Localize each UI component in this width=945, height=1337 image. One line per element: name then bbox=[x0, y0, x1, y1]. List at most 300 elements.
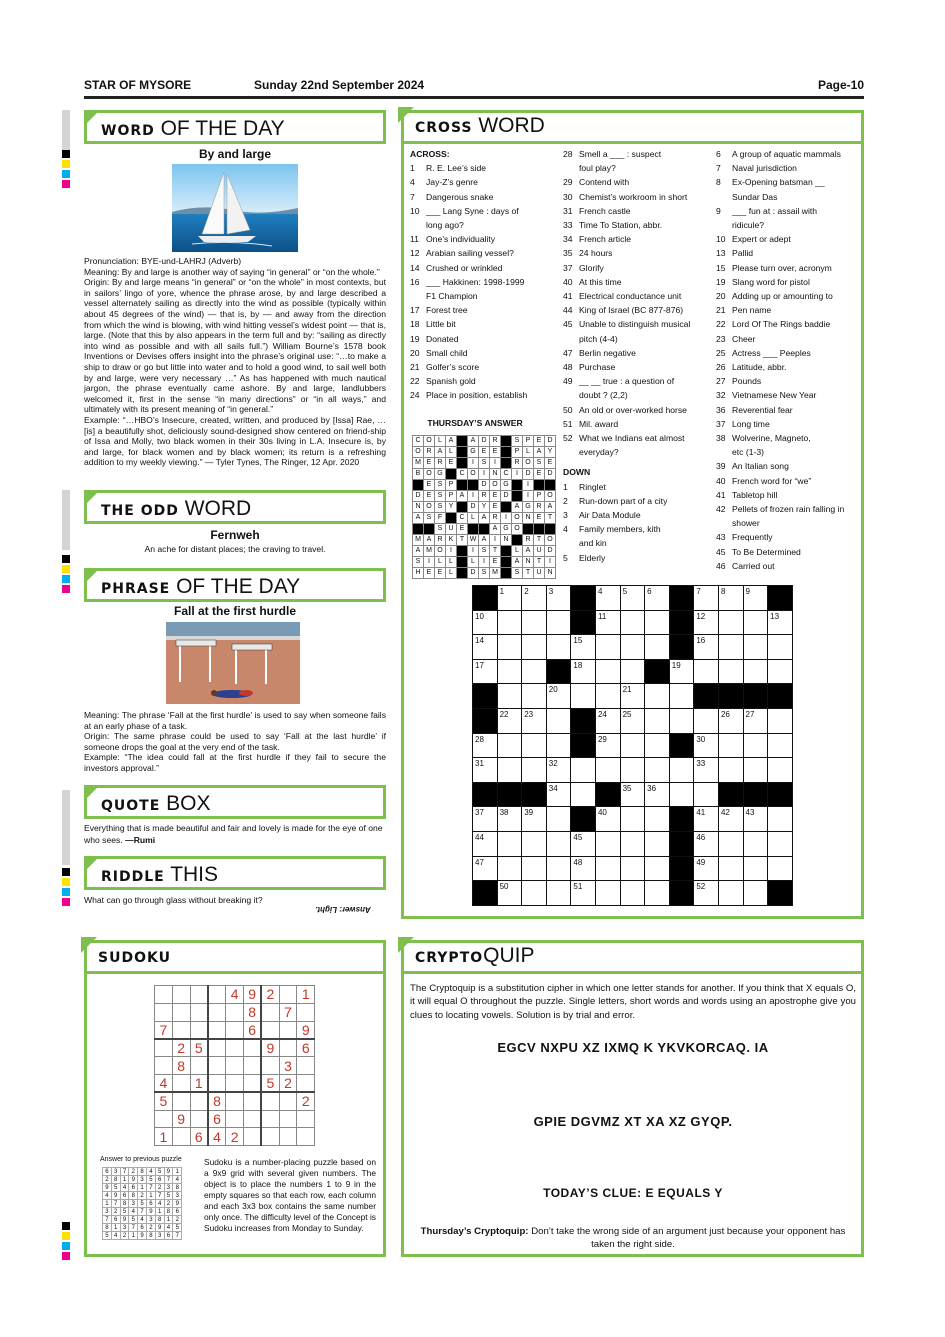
odd-word-title bbox=[84, 490, 386, 524]
sudoku-cell[interactable] bbox=[279, 1110, 297, 1128]
crossword-cell[interactable] bbox=[595, 831, 620, 856]
crossword-cell[interactable]: 48 bbox=[571, 856, 596, 881]
clue-text: An old or over-worked horse bbox=[579, 404, 687, 415]
sudoku-answer-cell: 9 bbox=[138, 1232, 147, 1240]
crossword-cell[interactable] bbox=[620, 881, 645, 906]
phrase-origin: Origin: The same phrase could be used to say ‘Fall at the last hurdle’ if someone drops the goal at the very end of the task. bbox=[84, 731, 386, 752]
crossword-cell[interactable]: 41 bbox=[694, 807, 719, 832]
sudoku-cell[interactable] bbox=[297, 1074, 315, 1092]
sudoku-answer-cell: 6 bbox=[103, 1168, 112, 1176]
crossword-cell[interactable] bbox=[645, 758, 670, 783]
black-square bbox=[571, 807, 596, 832]
crossword-cell[interactable] bbox=[546, 856, 571, 881]
crossword-cell[interactable] bbox=[768, 807, 793, 832]
sudoku-cell[interactable] bbox=[190, 1057, 208, 1075]
crossword-cell[interactable]: 44 bbox=[473, 831, 498, 856]
crossword-cell[interactable]: 38 bbox=[497, 807, 522, 832]
crossword-cell[interactable] bbox=[620, 733, 645, 758]
answer-cell: R bbox=[490, 513, 501, 524]
registration-mark bbox=[62, 565, 70, 573]
title-big: WORD bbox=[184, 497, 252, 520]
crossword-cell[interactable]: 13 bbox=[768, 610, 793, 635]
black-square bbox=[501, 546, 512, 557]
crossword-cell[interactable]: 10 bbox=[473, 610, 498, 635]
sudoku-cell[interactable] bbox=[172, 1074, 190, 1092]
sudoku-cell[interactable] bbox=[155, 986, 173, 1004]
crossword-cell[interactable] bbox=[497, 831, 522, 856]
answer-cell: O bbox=[468, 469, 479, 480]
clue-item bbox=[716, 147, 858, 161]
answer-cell: I bbox=[446, 546, 457, 557]
clue-number: 21 bbox=[410, 362, 420, 373]
sudoku-cell[interactable] bbox=[155, 1110, 173, 1128]
clue-number: 42 bbox=[716, 504, 726, 515]
clue-item bbox=[716, 545, 858, 559]
crossword-cell[interactable]: 36 bbox=[645, 782, 670, 807]
crossword-cell[interactable]: 19 bbox=[669, 659, 694, 684]
crossword-cell[interactable] bbox=[718, 733, 743, 758]
clue-item bbox=[563, 232, 713, 246]
sudoku-cell[interactable] bbox=[261, 1021, 279, 1039]
black-square bbox=[479, 524, 490, 535]
crossword-cell[interactable] bbox=[768, 708, 793, 733]
clue-text: Unable to distinguish musical bbox=[579, 319, 691, 330]
crossword-cell[interactable] bbox=[768, 659, 793, 684]
crossword-cell[interactable] bbox=[571, 684, 596, 709]
sudoku-cell[interactable] bbox=[261, 1092, 279, 1110]
crossword-cell[interactable]: 2 bbox=[522, 586, 547, 611]
crossword-cell[interactable] bbox=[522, 758, 547, 783]
crossword-cell[interactable] bbox=[645, 684, 670, 709]
clue-item bbox=[563, 417, 713, 431]
clue-text: Air Data Module bbox=[579, 510, 641, 521]
black-square bbox=[501, 557, 512, 568]
sudoku-cell[interactable] bbox=[208, 1003, 226, 1021]
sudoku-cell[interactable] bbox=[243, 1092, 261, 1110]
sudoku-grid bbox=[154, 985, 315, 1146]
sudoku-cell[interactable] bbox=[279, 986, 297, 1004]
crossword-cell[interactable] bbox=[620, 635, 645, 660]
answer-cell: E bbox=[534, 469, 545, 480]
clue-text: Family members, kith bbox=[579, 524, 661, 535]
title-big: BOX bbox=[166, 792, 211, 815]
sudoku-cell[interactable] bbox=[243, 1057, 261, 1075]
clue-text: Vietnamese New Year bbox=[732, 390, 817, 401]
clue-text: Smell a ___ : suspect bbox=[579, 149, 662, 159]
clue-number: 10 bbox=[716, 234, 726, 245]
answer-cell: S bbox=[512, 436, 523, 447]
crossword-cell[interactable] bbox=[718, 758, 743, 783]
crossword-cell[interactable] bbox=[497, 758, 522, 783]
answer-cell: N bbox=[413, 502, 424, 513]
crossword-cell[interactable]: 23 bbox=[522, 708, 547, 733]
clue-item bbox=[410, 317, 560, 331]
clue-text: Naval jurisdiction bbox=[732, 163, 797, 174]
sudoku-cell[interactable] bbox=[208, 1021, 226, 1039]
crossword-cell[interactable] bbox=[571, 758, 596, 783]
crossword-cell[interactable] bbox=[645, 733, 670, 758]
clue-item bbox=[563, 374, 713, 388]
sudoku-cell[interactable] bbox=[155, 1057, 173, 1075]
crossword-cell[interactable]: 45 bbox=[571, 831, 596, 856]
sudoku-cell[interactable] bbox=[226, 1039, 244, 1057]
crossword-cell[interactable] bbox=[595, 881, 620, 906]
clue-text: 24 hours bbox=[579, 248, 613, 259]
crossword-cell[interactable] bbox=[718, 881, 743, 906]
sudoku-cell[interactable] bbox=[297, 1128, 315, 1146]
sudoku-cell[interactable] bbox=[279, 1021, 297, 1039]
crossword-cell[interactable]: 14 bbox=[473, 635, 498, 660]
answer-cell: I bbox=[523, 491, 534, 502]
crossword-cell[interactable] bbox=[497, 635, 522, 660]
crossword-cell[interactable] bbox=[718, 856, 743, 881]
sudoku-cell[interactable] bbox=[279, 1039, 297, 1057]
crossword-cell[interactable] bbox=[595, 758, 620, 783]
sudoku-cell[interactable] bbox=[243, 1074, 261, 1092]
crossword-cell[interactable] bbox=[718, 610, 743, 635]
crossword-cell[interactable] bbox=[620, 831, 645, 856]
crossword-cell[interactable]: 8 bbox=[718, 586, 743, 611]
clue-text: Pallid bbox=[732, 248, 754, 259]
sudoku-cell[interactable] bbox=[226, 1092, 244, 1110]
sudoku-cell[interactable] bbox=[279, 1128, 297, 1146]
clue-item bbox=[410, 175, 560, 189]
crossword-cell[interactable] bbox=[768, 733, 793, 758]
title-small: QUOTE bbox=[101, 798, 161, 814]
title-small: PHRASE bbox=[101, 581, 171, 597]
crossword-cell[interactable] bbox=[497, 733, 522, 758]
sudoku-cell[interactable] bbox=[243, 1110, 261, 1128]
black-square bbox=[669, 610, 694, 635]
crossword-cell[interactable]: 25 bbox=[620, 708, 645, 733]
crossword-cell[interactable] bbox=[522, 635, 547, 660]
answer-cell: E bbox=[490, 447, 501, 458]
sudoku-cell[interactable] bbox=[172, 1128, 190, 1146]
crossword-cell[interactable]: 49 bbox=[694, 856, 719, 881]
sudoku-cell[interactable] bbox=[208, 1039, 226, 1057]
sudoku-answer-cell: 3 bbox=[146, 1216, 155, 1224]
sudoku-cell[interactable] bbox=[261, 1128, 279, 1146]
pronunciation: Pronunciation: BYE-und-LAHRJ (Adverb) bbox=[84, 256, 242, 266]
crossword-cell[interactable] bbox=[522, 856, 547, 881]
crossword-cell[interactable] bbox=[718, 635, 743, 660]
sudoku-cell[interactable] bbox=[261, 1003, 279, 1021]
crossword-cell[interactable] bbox=[546, 881, 571, 906]
crossword-cell[interactable]: 12 bbox=[694, 610, 719, 635]
crossword-cell[interactable]: 47 bbox=[473, 856, 498, 881]
crossword-cell[interactable] bbox=[522, 831, 547, 856]
answer-cell: I bbox=[479, 557, 490, 568]
crossword-cell[interactable] bbox=[743, 635, 768, 660]
answer-cell: A bbox=[545, 502, 556, 513]
crossword-cell[interactable] bbox=[571, 782, 596, 807]
registration-mark bbox=[62, 180, 70, 188]
crossword-cell[interactable] bbox=[522, 659, 547, 684]
crossword-cell[interactable]: 43 bbox=[743, 807, 768, 832]
sudoku-answer-cell: 3 bbox=[120, 1224, 129, 1232]
crossword-cell[interactable] bbox=[743, 733, 768, 758]
sudoku-cell[interactable] bbox=[297, 1003, 315, 1021]
crossword-cell[interactable] bbox=[546, 831, 571, 856]
crossword-cell[interactable] bbox=[768, 831, 793, 856]
sudoku-cell[interactable] bbox=[172, 1021, 190, 1039]
clue-continuation: foul play? bbox=[579, 163, 616, 174]
riddle-title bbox=[84, 856, 386, 890]
sudoku-cell[interactable] bbox=[226, 1021, 244, 1039]
sudoku-cell[interactable] bbox=[226, 1003, 244, 1021]
crossword-cell[interactable]: 35 bbox=[620, 782, 645, 807]
sudoku-cell[interactable] bbox=[172, 1003, 190, 1021]
crossword-cell[interactable]: 40 bbox=[595, 807, 620, 832]
answer-cell: S bbox=[435, 480, 446, 491]
crossword-cell[interactable]: 6 bbox=[645, 586, 670, 611]
sudoku-cell[interactable] bbox=[208, 1057, 226, 1075]
crossword-cell[interactable]: 29 bbox=[595, 733, 620, 758]
crossword-cell[interactable]: 31 bbox=[473, 758, 498, 783]
sudoku-cell[interactable] bbox=[297, 1110, 315, 1128]
answer-cell: I bbox=[490, 535, 501, 546]
sudoku-cell[interactable] bbox=[208, 986, 226, 1004]
crossword-cell[interactable] bbox=[620, 758, 645, 783]
crossword-cell[interactable] bbox=[595, 659, 620, 684]
sudoku-cell[interactable] bbox=[155, 1003, 173, 1021]
crossword-cell[interactable] bbox=[645, 881, 670, 906]
sudoku-cell[interactable] bbox=[226, 1110, 244, 1128]
crossword-cell[interactable] bbox=[768, 635, 793, 660]
crossword-cell[interactable] bbox=[497, 659, 522, 684]
sudoku-cell: 4 bbox=[208, 1128, 226, 1146]
black-square bbox=[669, 586, 694, 611]
sudoku-cell: 3 bbox=[279, 1057, 297, 1075]
sudoku-cell[interactable] bbox=[190, 1021, 208, 1039]
sudoku-answer-cell: 5 bbox=[111, 1184, 120, 1192]
crossword-cell[interactable]: 4 bbox=[595, 586, 620, 611]
clue-text: Time To Station, abbr. bbox=[579, 220, 663, 231]
clue-number: 27 bbox=[716, 376, 726, 387]
page-number: Page-10 bbox=[817, 78, 864, 92]
clue-item bbox=[563, 360, 713, 374]
answer-cell: A bbox=[479, 535, 490, 546]
crossword-cell[interactable]: 21 bbox=[620, 684, 645, 709]
crossword-cell[interactable]: 9 bbox=[743, 586, 768, 611]
crossword-cell[interactable] bbox=[620, 659, 645, 684]
crossword-cell[interactable]: 18 bbox=[571, 659, 596, 684]
crossword-cell[interactable] bbox=[546, 733, 571, 758]
crossword-cell[interactable] bbox=[620, 856, 645, 881]
crossword-cell[interactable] bbox=[595, 684, 620, 709]
crossword-cell[interactable] bbox=[645, 610, 670, 635]
crossword-cell[interactable] bbox=[522, 733, 547, 758]
crossword-cell[interactable] bbox=[620, 610, 645, 635]
sudoku-cell[interactable] bbox=[190, 1092, 208, 1110]
crossword-cell[interactable] bbox=[743, 610, 768, 635]
crossword-title bbox=[401, 110, 864, 144]
crossword-cell[interactable] bbox=[743, 758, 768, 783]
registration-mark bbox=[62, 585, 70, 593]
clue-text: __ __ true : a question of bbox=[579, 376, 675, 387]
clue-item bbox=[716, 502, 858, 530]
answer-cell: F bbox=[435, 513, 446, 524]
crossword-cell[interactable]: 24 bbox=[595, 708, 620, 733]
crossword-cell[interactable] bbox=[718, 659, 743, 684]
crossword-cell[interactable]: 42 bbox=[718, 807, 743, 832]
crossword-cell[interactable] bbox=[694, 708, 719, 733]
crossword-cell[interactable]: 5 bbox=[620, 586, 645, 611]
clue-item bbox=[563, 317, 713, 331]
answer-cell: S bbox=[479, 546, 490, 557]
sudoku-cell[interactable] bbox=[190, 986, 208, 1004]
sudoku-cell[interactable] bbox=[172, 1092, 190, 1110]
crossword-cell[interactable] bbox=[768, 856, 793, 881]
sudoku-cell[interactable] bbox=[190, 1003, 208, 1021]
crossword-cell[interactable] bbox=[743, 856, 768, 881]
crossword-cell[interactable] bbox=[546, 807, 571, 832]
answer-cell: R bbox=[479, 491, 490, 502]
clue-text: Slang word for pistol bbox=[732, 276, 810, 287]
crossword-cell[interactable]: 34 bbox=[546, 782, 571, 807]
answer-cell: S bbox=[413, 557, 424, 568]
crossword-cell[interactable] bbox=[546, 708, 571, 733]
crossword-cell[interactable]: 52 bbox=[694, 881, 719, 906]
crossword-cell[interactable]: 51 bbox=[571, 881, 596, 906]
crossword-cell[interactable] bbox=[645, 807, 670, 832]
answer-cell: P bbox=[523, 436, 534, 447]
black-square bbox=[669, 831, 694, 856]
clue-item bbox=[716, 303, 858, 317]
sudoku-cell[interactable] bbox=[190, 1110, 208, 1128]
crossword-cell[interactable]: 15 bbox=[571, 635, 596, 660]
answer-cell: D bbox=[468, 568, 479, 579]
sudoku-cell[interactable] bbox=[279, 1092, 297, 1110]
crossword-cell[interactable] bbox=[645, 856, 670, 881]
sudoku-cell[interactable] bbox=[243, 1039, 261, 1057]
crossword-cell[interactable] bbox=[743, 881, 768, 906]
crossword-cell[interactable] bbox=[595, 856, 620, 881]
clue-item bbox=[563, 522, 713, 536]
crossword-cell[interactable] bbox=[645, 635, 670, 660]
crossword-cell[interactable] bbox=[497, 684, 522, 709]
sudoku-cell[interactable] bbox=[261, 1110, 279, 1128]
crossword-cell[interactable] bbox=[669, 684, 694, 709]
crossword-cell[interactable] bbox=[768, 758, 793, 783]
sudoku-answer-cell: 4 bbox=[155, 1200, 164, 1208]
sudoku-cell: 6 bbox=[208, 1110, 226, 1128]
sudoku-answer-cell: 3 bbox=[103, 1208, 112, 1216]
crossword-cell[interactable] bbox=[718, 831, 743, 856]
crossword-cell[interactable] bbox=[645, 831, 670, 856]
clue-item bbox=[563, 303, 713, 317]
clue-text: Chemist’s workroom in short bbox=[579, 191, 688, 202]
crossword-cell[interactable] bbox=[497, 610, 522, 635]
sudoku-cell[interactable] bbox=[261, 1057, 279, 1075]
clue-item bbox=[410, 261, 560, 275]
crossword-cell[interactable] bbox=[522, 881, 547, 906]
answer-cell: Y bbox=[479, 502, 490, 513]
crossword-cell[interactable] bbox=[546, 610, 571, 635]
crossword-cell[interactable] bbox=[694, 782, 719, 807]
crossword-cell[interactable] bbox=[522, 610, 547, 635]
sudoku-cell[interactable] bbox=[208, 1074, 226, 1092]
clue-item bbox=[563, 480, 713, 494]
crossword-cell[interactable]: 26 bbox=[718, 708, 743, 733]
crossword-cell[interactable]: 17 bbox=[473, 659, 498, 684]
crossword-cell[interactable] bbox=[669, 708, 694, 733]
cryptoquip-intro: The Cryptoquip is a substitution cipher in which one letter stands for another. If you think that X equals O, it will equal O throughout the puzzle. Single letters, short words and words using an apostrophe give you clues to locating vowels. Solution is by trial and error. bbox=[410, 983, 856, 1021]
crossword-cell[interactable] bbox=[669, 758, 694, 783]
crossword-cell[interactable]: 46 bbox=[694, 831, 719, 856]
clue-number: 48 bbox=[563, 362, 573, 373]
crossword-cell[interactable]: 28 bbox=[473, 733, 498, 758]
across-col1 bbox=[410, 147, 560, 403]
crossword-cell[interactable]: 37 bbox=[473, 807, 498, 832]
crossword-cell[interactable]: 1 bbox=[497, 586, 522, 611]
crossword-cell[interactable]: 27 bbox=[743, 708, 768, 733]
clue-item bbox=[716, 317, 858, 331]
crossword-cell[interactable]: 16 bbox=[694, 635, 719, 660]
black-square bbox=[534, 524, 545, 535]
sudoku-cell[interactable] bbox=[155, 1039, 173, 1057]
crossword-cell[interactable]: 22 bbox=[497, 708, 522, 733]
sudoku-cell[interactable] bbox=[226, 1057, 244, 1075]
crossword-cell[interactable] bbox=[645, 708, 670, 733]
crossword-cell[interactable] bbox=[743, 659, 768, 684]
answer-cell: E bbox=[424, 491, 435, 502]
sudoku-cell[interactable] bbox=[243, 1128, 261, 1146]
sudoku-cell[interactable] bbox=[297, 1057, 315, 1075]
crossword-cell[interactable] bbox=[497, 856, 522, 881]
cryptoquip-title bbox=[401, 940, 864, 974]
clue-number: 28 bbox=[563, 149, 573, 159]
sudoku-answer-cell: 2 bbox=[173, 1216, 182, 1224]
crossword-cell[interactable]: 50 bbox=[497, 881, 522, 906]
corner-flag bbox=[398, 107, 414, 123]
sudoku-answer-cell: 3 bbox=[173, 1192, 182, 1200]
sudoku-cell: 2 bbox=[172, 1039, 190, 1057]
crossword-cell[interactable] bbox=[522, 684, 547, 709]
crossword-cell[interactable]: 20 bbox=[546, 684, 571, 709]
clue-number: 39 bbox=[716, 461, 726, 472]
black-square bbox=[768, 782, 793, 807]
clue-item bbox=[716, 161, 858, 175]
crossword-cell[interactable] bbox=[743, 831, 768, 856]
crossword-cell[interactable] bbox=[595, 635, 620, 660]
crossword-cell[interactable]: 11 bbox=[595, 610, 620, 635]
crossword-cell[interactable] bbox=[669, 782, 694, 807]
crossword-cell[interactable]: 30 bbox=[694, 733, 719, 758]
crossword-cell[interactable]: 33 bbox=[694, 758, 719, 783]
crossword-cell[interactable] bbox=[694, 659, 719, 684]
answer-cell: E bbox=[424, 568, 435, 579]
black-square bbox=[457, 546, 468, 557]
registration-mark bbox=[62, 1252, 70, 1260]
answer-cell: O bbox=[523, 458, 534, 469]
black-square bbox=[473, 684, 498, 709]
crossword-cell[interactable]: 7 bbox=[694, 586, 719, 611]
clue-item bbox=[716, 431, 858, 445]
crossword-cell[interactable]: 32 bbox=[546, 758, 571, 783]
crossword-cell[interactable]: 3 bbox=[546, 586, 571, 611]
clue-text: King of Israel (BC 877-876) bbox=[579, 305, 684, 316]
clue-list bbox=[716, 147, 858, 573]
crossword-cell[interactable] bbox=[620, 807, 645, 832]
answer-cell: P bbox=[534, 491, 545, 502]
crossword-cell[interactable] bbox=[546, 635, 571, 660]
sudoku-cell[interactable] bbox=[172, 986, 190, 1004]
sudoku-answer-cell: 5 bbox=[146, 1176, 155, 1184]
sudoku-cell[interactable] bbox=[226, 1074, 244, 1092]
crossword-cell[interactable]: 39 bbox=[522, 807, 547, 832]
sudoku-cell: 2 bbox=[261, 986, 279, 1004]
